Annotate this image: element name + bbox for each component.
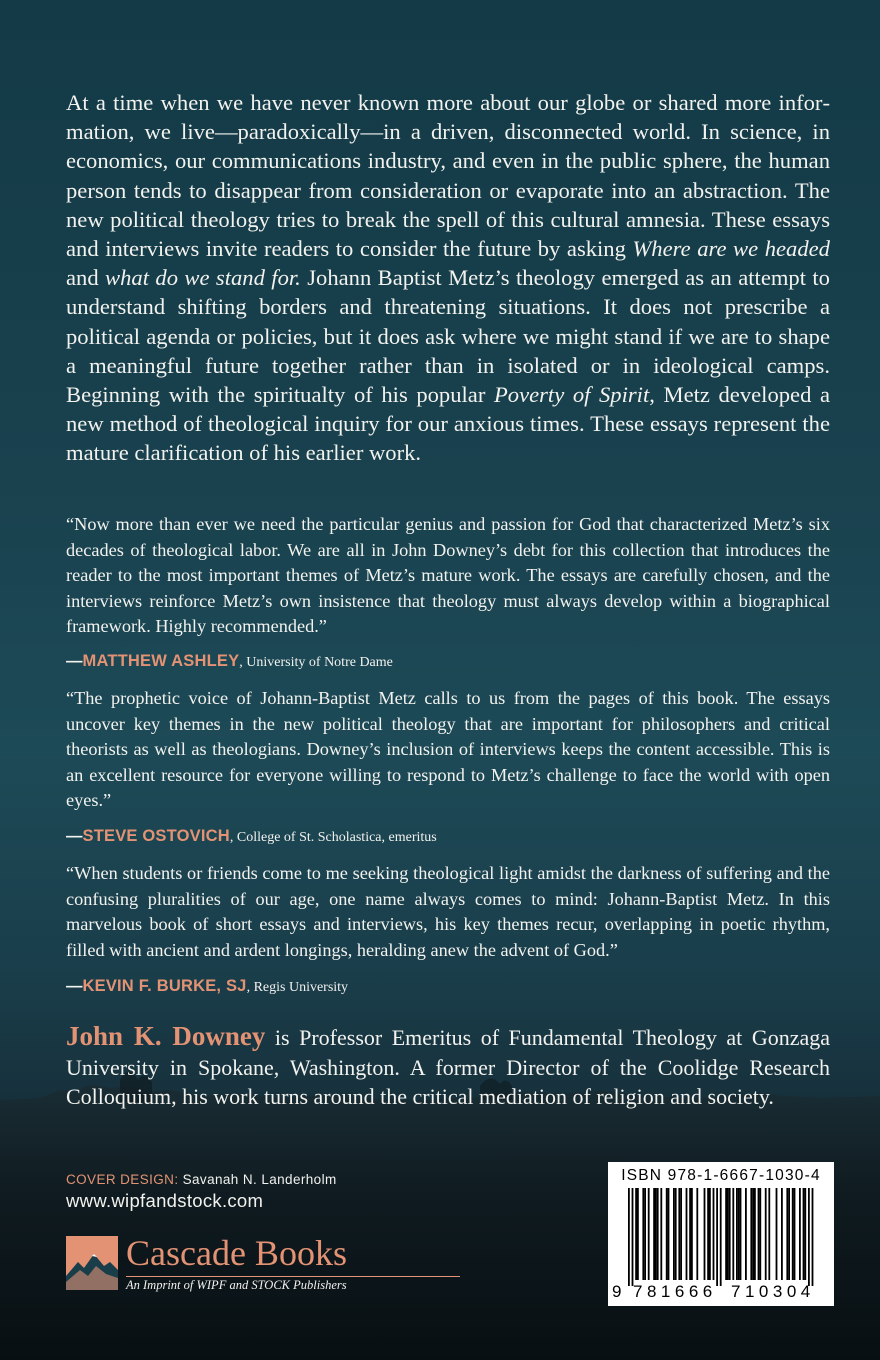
barcode-bar bbox=[644, 1188, 646, 1280]
barcode-bar bbox=[709, 1188, 711, 1280]
barcode-bar bbox=[754, 1188, 756, 1280]
em-dash: — bbox=[66, 827, 83, 845]
barcode-bar bbox=[689, 1188, 691, 1280]
barcode-bar bbox=[759, 1188, 761, 1280]
barcode-bar bbox=[686, 1188, 688, 1280]
barcode-bar bbox=[750, 1188, 752, 1280]
barcode-bar bbox=[680, 1188, 682, 1280]
barcode-bar bbox=[637, 1188, 639, 1280]
barcode-bar bbox=[696, 1188, 698, 1280]
publisher-name: Cascade Books bbox=[126, 1233, 347, 1273]
barcode-bar bbox=[758, 1188, 760, 1280]
back-cover-blurb bbox=[66, 88, 830, 468]
barcode-bar bbox=[707, 1188, 709, 1280]
barcode-bar bbox=[740, 1188, 742, 1280]
barcode-bar bbox=[720, 1188, 722, 1286]
endorsement-attribution bbox=[66, 976, 348, 998]
barcode-bar bbox=[804, 1188, 806, 1280]
author-bio bbox=[66, 1022, 830, 1112]
endorsement-attribution bbox=[66, 826, 437, 848]
author-name: John K. Downey bbox=[66, 1021, 266, 1051]
blurb-text: Johann Baptist Metz’s theology emerged as an attempt to understand shifting borders and threatening situations. It does not prescribe a political agenda or policies, but it does ask where we might stand if we are to shape a meaningful future together rather than in isolated or in ideological camps. Beginning with the spiritualty of his popular bbox=[66, 265, 830, 408]
barcode-bar bbox=[673, 1188, 675, 1280]
barcode-bar bbox=[648, 1188, 650, 1280]
barcode-bar bbox=[666, 1188, 668, 1280]
endorser-affiliation: , Regis University bbox=[246, 980, 349, 995]
barcode-bar bbox=[803, 1188, 805, 1280]
publisher-imprint: An Imprint of WIPF and STOCK Publishers bbox=[126, 1278, 347, 1292]
barcode-bar bbox=[752, 1188, 754, 1280]
barcode-bar bbox=[786, 1188, 788, 1280]
credit-label: COVER DESIGN: bbox=[66, 1172, 183, 1187]
barcode-bar bbox=[776, 1188, 778, 1280]
barcode-digit-first: 9 bbox=[612, 1282, 622, 1301]
barcode-bar bbox=[799, 1188, 801, 1280]
barcode-bar bbox=[713, 1188, 715, 1280]
blurb-text: , Metz developed a new method of theological inquiry for our anxious times. These essays represent the mature clarification of his earlier work. bbox=[66, 382, 830, 466]
barcode-bar bbox=[781, 1188, 783, 1280]
barcode-bar bbox=[725, 1188, 727, 1280]
publisher-divider bbox=[126, 1276, 460, 1277]
publisher-logo-block bbox=[64, 1232, 404, 1296]
barcode-bar bbox=[812, 1188, 814, 1286]
barcode-bar bbox=[660, 1188, 662, 1280]
em-dash: — bbox=[66, 652, 83, 670]
barcode-bar bbox=[628, 1188, 630, 1286]
publisher-url[interactable]: www.wipfandstock.com bbox=[66, 1190, 264, 1211]
barcode-bar bbox=[792, 1188, 794, 1280]
barcode-bar bbox=[768, 1188, 770, 1280]
isbn-barcode bbox=[608, 1162, 834, 1306]
cover-design-credit bbox=[66, 1172, 337, 1187]
blurb-italic: what do we stand for. bbox=[105, 265, 301, 291]
barcode-bar bbox=[635, 1188, 637, 1280]
barcode-bar bbox=[808, 1188, 810, 1286]
barcode-bar bbox=[788, 1188, 790, 1280]
barcode-bar bbox=[727, 1188, 729, 1280]
em-dash: — bbox=[66, 977, 83, 995]
barcode-bar bbox=[675, 1188, 677, 1280]
endorsement-quote: “The prophetic voice of Johann-Baptist Metz calls to us from the pages of this book. The essays uncover key themes in the new political theology that are important for philosophers and critical theorists as well as theologians. Downey’s inclusion of interviews keeps the content accessible. This is an excellent resource for everyone willing to respond to Metz’s challenge to face the world with open eyes.” bbox=[66, 688, 830, 810]
barcode-digits-right: 710304 bbox=[731, 1282, 815, 1301]
barcode-bar bbox=[765, 1188, 767, 1280]
barcode-bar bbox=[668, 1188, 670, 1280]
endorser-name: MATTHEW ASHLEY bbox=[82, 652, 240, 670]
mountain-logo-icon bbox=[66, 1236, 118, 1290]
barcode-digits-left: 781666 bbox=[633, 1282, 717, 1301]
blurb-text: and bbox=[66, 265, 106, 291]
barcode-bar bbox=[745, 1188, 747, 1280]
barcode-bar bbox=[653, 1188, 655, 1280]
barcode-bar bbox=[691, 1188, 693, 1280]
barcode-bar bbox=[736, 1188, 738, 1280]
blurb-book-title: Poverty of Spirit bbox=[493, 382, 650, 408]
barcode-bar bbox=[716, 1188, 718, 1286]
author-bio-text: is Professor Emeritus of Fundamental Theology at Gonzaga University in Spokane, Washington. A former Director of the Coolidge Research Colloquium, his work turns around the critical mediation of religion and society. bbox=[66, 1025, 831, 1109]
barcode-bar bbox=[729, 1188, 731, 1280]
barcode-bar bbox=[738, 1188, 740, 1280]
barcode-bar bbox=[678, 1188, 680, 1280]
endorser-name: KEVIN F. BURKE, SJ bbox=[82, 977, 247, 995]
barcode-bar bbox=[657, 1188, 659, 1280]
barcode-bar bbox=[632, 1188, 634, 1286]
isbn-label: ISBN 978-1-6667-1030-4 bbox=[621, 1167, 821, 1184]
barcode-bar bbox=[655, 1188, 657, 1280]
endorsement-quote: “When students or friends come to me seeking theological light amidst the darkness of suffering and the confusing pluralities of our age, one name always comes to mind: Johann-Baptist Metz. In this marvelous book of short essays and interviews, his key themes recur, overlapping in poetic rhythm, filled with ancient and ardent longings, heralding anew the advent of God.” bbox=[66, 863, 830, 960]
barcode-bar bbox=[704, 1188, 706, 1280]
endorser-affiliation: , College of St. Scholastica, emeritus bbox=[229, 830, 437, 845]
blurb-italic: Where are we headed bbox=[632, 236, 830, 262]
barcode-bar bbox=[732, 1188, 734, 1280]
barcode-bar bbox=[642, 1188, 644, 1280]
endorsement-quote: “Now more than ever we need the particular genius and passion for God that characterized Metz’s six decades of theological labor. We are all in John Downey’s debt for this collection that introduces the reader to the most important themes of Metz’s mature work. The essays are carefully chosen, and the interviews reinforce Metz’s own insistence that theology must always develop within a biographical framework. Highly recommended.” bbox=[66, 514, 830, 636]
barcode-bar bbox=[794, 1188, 796, 1280]
endorser-affiliation: , University of Notre Dame bbox=[239, 655, 393, 670]
blurb-text: At a time when we have never known more about our globe or shared more information, we live—paradoxically—in a driven, disconnected world. In science, in economics, our communications industry, and even in the public sphere, the human person tends to disappear from consideration or evaporate into an abstraction. The new political theology tries to break the spell of this cultural amnesia. These essays and interviews invite readers to consider the future by asking bbox=[66, 90, 830, 262]
endorser-name: STEVE OSTOVICH bbox=[82, 827, 230, 845]
endorsement-attribution bbox=[66, 651, 393, 673]
designer-name: Savanah N. Landerholm bbox=[182, 1172, 337, 1187]
